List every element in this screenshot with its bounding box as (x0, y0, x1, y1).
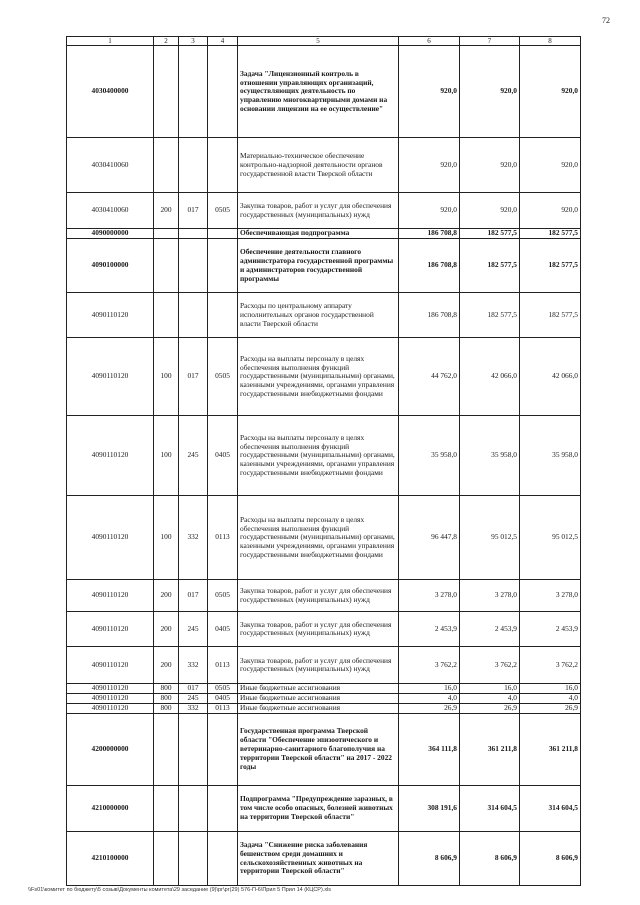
section-cell: 0405 (208, 612, 238, 647)
section-cell: 0505 (208, 193, 238, 229)
kvsr-cell (179, 229, 208, 239)
code-cell: 4090110120 (67, 416, 154, 496)
kvr-cell (154, 138, 179, 193)
kvsr-cell: 245 (179, 612, 208, 647)
table-row (67, 193, 581, 229)
amount-col8-cell: 35 958,0 (520, 416, 581, 496)
table-row (67, 416, 581, 496)
name-cell: Закупка товаров, работ и услуг для обеспечения государственных (муниципальных) нужд (238, 612, 399, 647)
kvr-cell (154, 832, 179, 886)
name-cell: Задача "Лицензионный контроль в отношении управляющих организаций, осуществляющих деятельность по управлению многоквартирными домами на основании лицензии на ее осуществление" (238, 46, 399, 138)
code-cell: 4090110120 (67, 684, 154, 694)
name-cell: Обеспечение деятельности главного администратора государственной программы и администраторов государственной программы (238, 239, 399, 293)
code-cell: 4210100000 (67, 832, 154, 886)
kvr-cell: 200 (154, 612, 179, 647)
code-cell: 4090110120 (67, 704, 154, 714)
amount-col7-cell: 3 278,0 (460, 580, 520, 612)
table-row (67, 704, 581, 714)
amount-col7-cell: 920,0 (460, 193, 520, 229)
kvsr-cell (179, 239, 208, 293)
name-cell: Задача "Снижение риска заболевания бешенством среди домашних и сельскохозяйственных животных на территории Тверской области" (238, 832, 399, 886)
code-cell: 4030410060 (67, 138, 154, 193)
column-header: 6 (399, 37, 460, 46)
amount-col8-cell: 95 012,5 (520, 496, 581, 580)
table-row (67, 239, 581, 293)
name-cell: Обеспечивающая подпрограмма (238, 229, 399, 239)
section-cell (208, 832, 238, 886)
table-row (67, 786, 581, 832)
amount-col8-cell: 182 577,5 (520, 293, 581, 338)
amount-col7-cell: 182 577,5 (460, 239, 520, 293)
kvr-cell (154, 229, 179, 239)
amount-col7-cell: 42 066,0 (460, 338, 520, 416)
kvsr-cell: 332 (179, 704, 208, 714)
kvr-cell: 100 (154, 338, 179, 416)
section-cell (208, 229, 238, 239)
amount-col7-cell: 2 453,9 (460, 612, 520, 647)
table-row (67, 293, 581, 338)
table-header-row (67, 37, 581, 46)
amount-col6-cell: 35 958,0 (399, 416, 460, 496)
amount-col7-cell: 26,9 (460, 704, 520, 714)
section-cell (208, 293, 238, 338)
section-cell (208, 714, 238, 786)
amount-col7-cell: 182 577,5 (460, 293, 520, 338)
column-header: 4 (208, 37, 238, 46)
code-cell: 4090110120 (67, 647, 154, 684)
table-row (67, 612, 581, 647)
amount-col7-cell: 8 606,9 (460, 832, 520, 886)
name-cell: Государственная программа Тверской области "Обеспечение эпизоотического и ветеринарно-санитарного благополучия на территории Тверской области" на 2017 - 2022 годы (238, 714, 399, 786)
amount-col6-cell: 920,0 (399, 193, 460, 229)
kvr-cell: 800 (154, 694, 179, 704)
code-cell: 4200000000 (67, 714, 154, 786)
kvr-cell (154, 786, 179, 832)
kvsr-cell: 017 (179, 193, 208, 229)
amount-col6-cell: 308 191,6 (399, 786, 460, 832)
table-row (67, 496, 581, 580)
amount-col6-cell: 920,0 (399, 46, 460, 138)
amount-col7-cell: 182 577,5 (460, 229, 520, 239)
kvsr-cell (179, 46, 208, 138)
table-row (67, 694, 581, 704)
kvsr-cell (179, 832, 208, 886)
amount-col7-cell: 16,0 (460, 684, 520, 694)
section-cell: 0505 (208, 338, 238, 416)
amount-col6-cell: 920,0 (399, 138, 460, 193)
amount-col8-cell: 42 066,0 (520, 338, 581, 416)
name-cell: Закупка товаров, работ и услуг для обеспечения государственных (муниципальных) нужд (238, 647, 399, 684)
kvsr-cell: 017 (179, 580, 208, 612)
amount-col8-cell: 4,0 (520, 694, 581, 704)
section-cell (208, 138, 238, 193)
amount-col7-cell: 314 604,5 (460, 786, 520, 832)
code-cell: 4090110120 (67, 612, 154, 647)
table-row (67, 338, 581, 416)
amount-col6-cell: 364 111,8 (399, 714, 460, 786)
table-row (67, 647, 581, 684)
amount-col8-cell: 26,9 (520, 704, 581, 714)
section-cell: 0505 (208, 684, 238, 694)
kvsr-cell: 017 (179, 684, 208, 694)
amount-col6-cell: 3 762,2 (399, 647, 460, 684)
table-row (67, 832, 581, 886)
amount-col6-cell: 186 708,8 (399, 293, 460, 338)
amount-col6-cell: 2 453,9 (399, 612, 460, 647)
code-cell: 4030400000 (67, 46, 154, 138)
amount-col8-cell: 361 211,8 (520, 714, 581, 786)
amount-col7-cell: 361 211,8 (460, 714, 520, 786)
kvsr-cell (179, 138, 208, 193)
amount-col8-cell: 8 606,9 (520, 832, 581, 886)
table-row (67, 229, 581, 239)
name-cell: Закупка товаров, работ и услуг для обеспечения государственных (муниципальных) нужд (238, 580, 399, 612)
amount-col8-cell: 314 604,5 (520, 786, 581, 832)
amount-col6-cell: 26,9 (399, 704, 460, 714)
code-cell: 4090100000 (67, 239, 154, 293)
page-number: 72 (602, 16, 610, 25)
code-cell: 4030410060 (67, 193, 154, 229)
amount-col6-cell: 16,0 (399, 684, 460, 694)
kvsr-cell: 332 (179, 647, 208, 684)
budget-table (66, 36, 581, 886)
amount-col8-cell: 920,0 (520, 46, 581, 138)
section-cell (208, 239, 238, 293)
section-cell: 0113 (208, 496, 238, 580)
column-header: 7 (460, 37, 520, 46)
section-cell: 0405 (208, 694, 238, 704)
amount-col8-cell: 3 762,2 (520, 647, 581, 684)
column-header: 3 (179, 37, 208, 46)
kvr-cell: 200 (154, 580, 179, 612)
section-cell: 0113 (208, 704, 238, 714)
kvr-cell (154, 714, 179, 786)
amount-col6-cell: 44 762,0 (399, 338, 460, 416)
code-cell: 4090110120 (67, 496, 154, 580)
name-cell: Расходы на выплаты персоналу в целях обеспечения выполнения функций государственными (муниципальными) органами, казенными учреждениями, органами управления государственными внебюджетными фондами (238, 338, 399, 416)
name-cell: Иные бюджетные ассигнования (238, 694, 399, 704)
name-cell: Подпрограмма "Предупреждение заразных, в том числе особо опасных, болезней животных на территории Тверской области" (238, 786, 399, 832)
kvsr-cell: 245 (179, 694, 208, 704)
amount-col6-cell: 3 278,0 (399, 580, 460, 612)
amount-col6-cell: 186 708,8 (399, 229, 460, 239)
table-row (67, 684, 581, 694)
kvr-cell: 200 (154, 193, 179, 229)
amount-col8-cell: 182 577,5 (520, 229, 581, 239)
table-row (67, 580, 581, 612)
amount-col6-cell: 96 447,8 (399, 496, 460, 580)
name-cell: Иные бюджетные ассигнования (238, 684, 399, 694)
section-cell: 0505 (208, 580, 238, 612)
kvr-cell (154, 239, 179, 293)
column-header: 5 (238, 37, 399, 46)
amount-col8-cell: 182 577,5 (520, 239, 581, 293)
kvsr-cell (179, 714, 208, 786)
amount-col8-cell: 920,0 (520, 138, 581, 193)
code-cell: 4090110120 (67, 338, 154, 416)
section-cell: 0405 (208, 416, 238, 496)
kvsr-cell (179, 293, 208, 338)
name-cell: Материально-техническое обеспечение контрольно-надзорной деятельности органов государственной власти Тверской области (238, 138, 399, 193)
amount-col7-cell: 3 762,2 (460, 647, 520, 684)
amount-col8-cell: 2 453,9 (520, 612, 581, 647)
kvr-cell: 800 (154, 684, 179, 694)
kvsr-cell: 245 (179, 416, 208, 496)
footer-file-path: \\Fs01\комитет по бюджету\5 созыв\Документы комитета\29 заседание (9)\рг\рг(29) 576-П-6\Прил 5 Прил 14 (КЦСР).xls (28, 887, 332, 893)
amount-col6-cell: 4,0 (399, 694, 460, 704)
table-row (67, 138, 581, 193)
code-cell: 4090110120 (67, 694, 154, 704)
name-cell: Расходы на выплаты персоналу в целях обеспечения выполнения функций государственными (муниципальными) органами, казенными учреждениями, органами управления государственными внебюджетными фондами (238, 496, 399, 580)
table-row (67, 714, 581, 786)
section-cell (208, 786, 238, 832)
kvsr-cell: 332 (179, 496, 208, 580)
amount-col7-cell: 920,0 (460, 46, 520, 138)
amount-col6-cell: 8 606,9 (399, 832, 460, 886)
name-cell: Иные бюджетные ассигнования (238, 704, 399, 714)
table-row (67, 46, 581, 138)
code-cell: 4090110120 (67, 580, 154, 612)
kvsr-cell (179, 786, 208, 832)
kvsr-cell: 017 (179, 338, 208, 416)
name-cell: Расходы по центральному аппарату исполнительных органов государственной власти Тверской области (238, 293, 399, 338)
kvr-cell (154, 46, 179, 138)
column-header: 2 (154, 37, 179, 46)
kvr-cell: 800 (154, 704, 179, 714)
name-cell: Закупка товаров, работ и услуг для обеспечения государственных (муниципальных) нужд (238, 193, 399, 229)
amount-col7-cell: 920,0 (460, 138, 520, 193)
amount-col6-cell: 186 708,8 (399, 239, 460, 293)
amount-col7-cell: 95 012,5 (460, 496, 520, 580)
column-header: 8 (520, 37, 581, 46)
amount-col8-cell: 3 278,0 (520, 580, 581, 612)
amount-col7-cell: 4,0 (460, 694, 520, 704)
kvr-cell: 100 (154, 496, 179, 580)
code-cell: 4210000000 (67, 786, 154, 832)
amount-col8-cell: 16,0 (520, 684, 581, 694)
kvr-cell: 200 (154, 647, 179, 684)
code-cell: 4090110120 (67, 293, 154, 338)
code-cell: 4090000000 (67, 229, 154, 239)
section-cell (208, 46, 238, 138)
amount-col8-cell: 920,0 (520, 193, 581, 229)
section-cell: 0113 (208, 647, 238, 684)
kvr-cell: 100 (154, 416, 179, 496)
column-header: 1 (67, 37, 154, 46)
kvr-cell (154, 293, 179, 338)
name-cell: Расходы на выплаты персоналу в целях обеспечения выполнения функций государственными (муниципальными) органами, казенными учреждениями, органами управления государственными внебюджетными фондами (238, 416, 399, 496)
amount-col7-cell: 35 958,0 (460, 416, 520, 496)
